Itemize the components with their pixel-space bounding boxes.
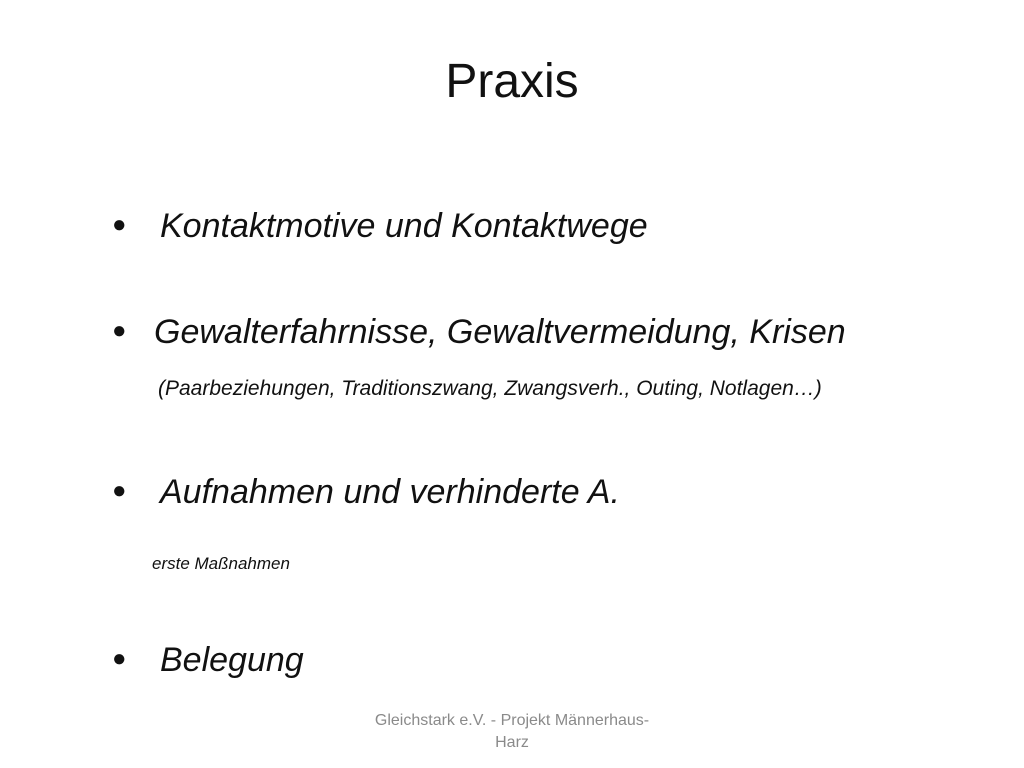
bullet-subnote-aufnahmen: erste Maßnahmen: [152, 554, 290, 573]
bullet-item-text: Belegung: [160, 641, 304, 679]
bullet-item-gewalterfahrnisse: [112, 312, 846, 354]
bullet-item-aufnahmen: [112, 472, 620, 514]
bullet-dot-icon: ●: [112, 317, 127, 345]
bullet-item-text: Kontaktmotive und Kontaktwege: [160, 207, 648, 245]
bullet-item-text: Aufnahmen und verhinderte A.: [160, 473, 620, 511]
slide-footer: Gleichstark e.V. - Projekt Männerhaus-Harz: [374, 712, 650, 751]
slide-title: Praxis: [445, 55, 579, 109]
bullet-item-belegung: [112, 640, 304, 682]
bullet-subnote-gewalterfahrnisse: (Paarbeziehungen, Traditionszwang, Zwangsverh., Outing, Notlagen…): [158, 377, 822, 400]
bullet-item-text: Gewalterfahrnisse, Gewaltvermeidung, Krisen: [154, 313, 846, 351]
bullet-dot-icon: ●: [112, 477, 127, 505]
bullet-item-kontaktmotive: [112, 206, 648, 248]
bullet-dot-icon: ●: [112, 211, 127, 239]
bullet-dot-icon: ●: [112, 645, 127, 673]
